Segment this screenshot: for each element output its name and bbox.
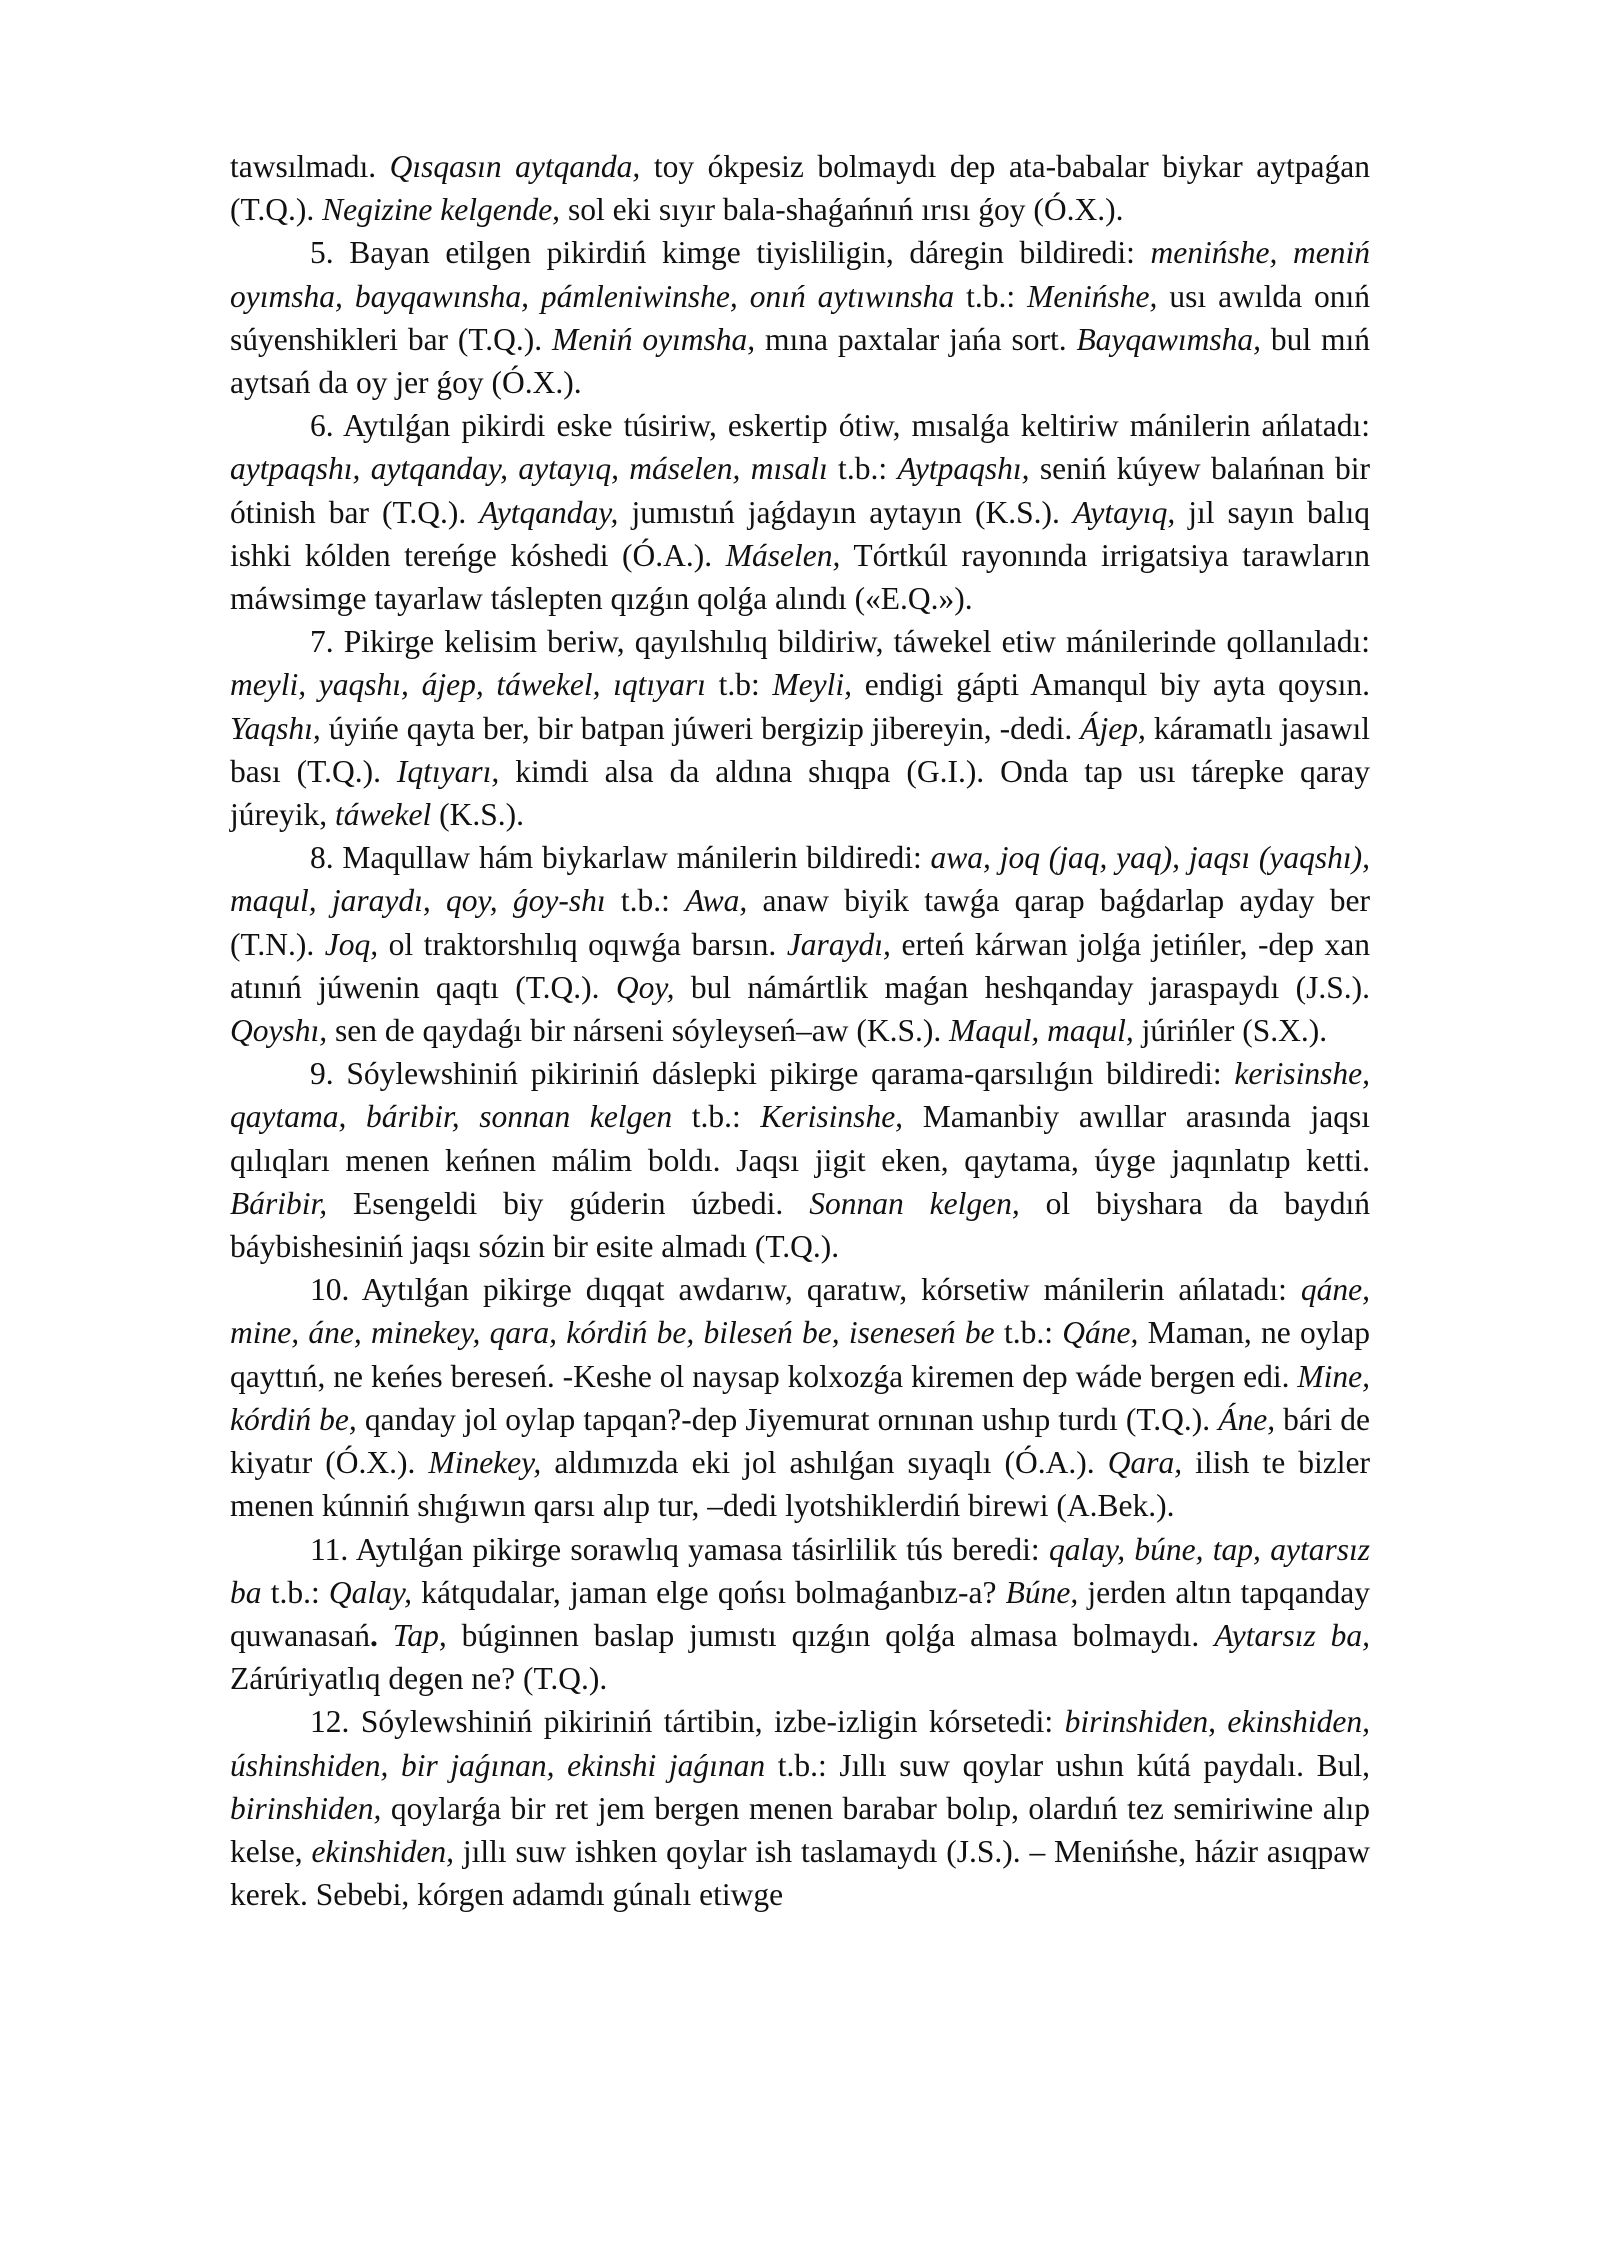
italic-term: meyli, yaqshı, ájep, táwekel, ıqtıyarı — [230, 667, 706, 703]
text-run: bul mıń aytsań da oy jer ǵoy (Ó.X.). — [230, 321, 1371, 401]
italic-term: Yaqshı, — [230, 710, 321, 746]
paragraph — [230, 404, 1370, 620]
text-run: t.b.: Jıllı suw qoylar ushın kútá paydalı. Bul, — [765, 1747, 1370, 1783]
italic-term: Qoy, — [615, 969, 675, 1005]
paragraph — [230, 145, 1370, 231]
text-run: seniń kúyew balańnan bir ótinish bar (T.Q.). — [230, 451, 1370, 530]
italic-term: Báribir, — [230, 1185, 328, 1221]
text-run: jıllı suw ishken qoylar ish taslamaydı (J.S.). – Menińshe, házir asıqpaw kerek. Sebebi, kórgen adamdı gúnalı etiwge — [230, 1833, 1370, 1913]
italic-term: Bayqawımsha, — [1076, 321, 1262, 357]
text-run: júrińler (S.X.). — [1133, 1013, 1328, 1049]
text-run: t.b.: — [827, 451, 898, 487]
italic-term: Meyli, — [772, 667, 853, 703]
italic-term: Meniń oyımsha, — [552, 321, 756, 357]
italic-term: Aytpaqshı, — [897, 451, 1030, 487]
text-run: endigi gápti Amanqul biy ayta qoysın. — [852, 667, 1370, 703]
text-run — [378, 1618, 393, 1653]
italic-term: Qoyshı, — [230, 1013, 328, 1049]
text-run: búginnen baslap jumıstı qızǵın qolǵa almasa bolmaydı. — [446, 1617, 1215, 1653]
text-run: qanday jol oylap tapqan?-dep Jiyemurat ornınan ushıp turdı (T.Q.). — [356, 1401, 1219, 1437]
italic-term: Iqtıyarı, — [396, 753, 500, 789]
italic-term: Kerisinshe, — [760, 1099, 904, 1135]
paragraph — [230, 1700, 1370, 1916]
text-run: ol biyshara da baydıń báybishesiniń jaqsı sózin bir esite almadı (T.Q.). — [230, 1185, 1371, 1265]
text-run: Tórtkúl rayonında irrigatsiya tarawların máwsimge tayarlaw táslepten qızǵın qolǵa alındı («E.Q.»). — [230, 537, 1370, 617]
paragraph — [230, 620, 1370, 836]
text-run: tawsılmadı. — [230, 149, 390, 184]
text-run: Zárúriyatlıq degen ne? (T.Q.). — [230, 1661, 608, 1697]
text-run: t.b.: — [994, 1315, 1063, 1351]
text-run: mına paxtalar jańa sort. — [755, 321, 1077, 357]
italic-term: qalay, búne, tap, aytarsız ba — [230, 1531, 1370, 1610]
italic-term: Maqul, maqul, — [949, 1013, 1134, 1049]
italic-term: Áne, — [1218, 1401, 1276, 1437]
italic-term: menińshe, meniń oyımsha, bayqawınsha, pámleniwinshe, onıń aytıwınsha — [230, 235, 1370, 314]
text-run: jumıstıń jaǵdayın aytayın (K.S.). — [618, 494, 1073, 530]
paragraph — [230, 836, 1370, 1052]
text-run: (K.S.). — [431, 797, 524, 833]
text-run: t.b.: — [672, 1099, 761, 1135]
italic-term: táwekel — [334, 797, 432, 833]
italic-term: Sonnan kelgen, — [809, 1185, 1020, 1221]
paragraph — [230, 1052, 1370, 1268]
text-run: Esengeldi biy gúderin úzbedi. — [327, 1185, 810, 1221]
text-run: toy ókpesiz bolmaydı dep ata-babalar biykar aytpaǵan (T.Q.). — [230, 149, 1370, 228]
italic-term: Negizine kelgende, — [322, 192, 561, 228]
italic-term: ekinshiden, — [311, 1833, 455, 1869]
italic-term: Búne, — [1005, 1574, 1079, 1610]
text-run: 12. Sóylewshiniń pikiriniń tártibin, izbe-izligin kórsetedi: — [310, 1704, 1065, 1740]
italic-term: awa, joq (jaq, yaq), jaqsı (yaqshı), maqul, jaraydı, qoy, ǵoy-shı — [230, 840, 1370, 919]
text-run: 11. Aytılǵan pikirge sorawlıq yamasa tásirlilik tús beredi: — [310, 1531, 1049, 1567]
italic-term: Aytayıq, — [1072, 494, 1176, 530]
text-run: sen de qaydaǵı bir nárseni sóyleyseń–aw (K.S.). — [327, 1013, 950, 1049]
text-run: t.b.: — [605, 883, 686, 919]
text-run: ilish te bizler menen kúnniń shıǵıwın qarsı alıp tur, –dedi lyotshiklerdiń birewi (A.Bek.). — [230, 1445, 1370, 1524]
document-page — [230, 145, 1370, 1916]
text-run: 5. Bayan etilgen pikirdiń kimge tiyisliligin, dáregin bildiredi: — [310, 235, 1151, 271]
italic-term: birinshiden, ekinshiden, úshinshiden, bir jaǵınan, ekinshi jaǵınan — [230, 1704, 1370, 1783]
text-run: aldımızda eki jol ashılǵan sıyaqlı (Ó.A.). — [541, 1445, 1108, 1481]
text-run: bári de kiyatır (Ó.X.). — [230, 1401, 1370, 1481]
italic-term: Tap, — [392, 1617, 447, 1653]
text-run: Maman, ne oylap qayttıń, ne keńes bereseń. -Keshe ol naysap kolxozǵa kiremen dep wáde bergen edi. — [230, 1315, 1370, 1394]
text-run: úyińe qayta ber, bir batpan júweri bergizip jibereyin, -dedi. — [320, 710, 1081, 746]
italic-term: Mine, kórdiń be, — [230, 1358, 1370, 1437]
italic-term: Joq, — [324, 926, 379, 962]
italic-term: Jaraydı, — [786, 926, 891, 962]
text-run: erteń kárwan jolǵa jetińler, -dep xan atınıń júwenin qaqtı (T.Q.). — [230, 926, 1370, 1005]
text-run: qoylarǵa bir ret jem bergen menen barabar bolıp, olardıń tez semiriwine alıp kelse, — [230, 1790, 1370, 1869]
italic-term: Máselen, — [725, 537, 841, 573]
text-run: t.b.: — [954, 278, 1028, 314]
text-run: bul námártlik maǵan heshqanday jaraspaydı (J.S.). — [674, 969, 1370, 1005]
text-run: t.b.: — [261, 1574, 329, 1610]
italic-term: Qáne, — [1062, 1315, 1139, 1351]
text-run: kimdi alsa da aldına shıqpa (G.I.). Onda tap usı tárepke qaray júreyik, — [230, 753, 1370, 833]
text-run: 8. Maqullaw hám biykarlaw mánilerin bildiredi: — [310, 840, 931, 876]
paragraph — [230, 1528, 1370, 1701]
text-run: 9. Sóylewshiniń pikiriniń dáslepki pikirge qarama-qarsılıǵın bildiredi: — [310, 1056, 1235, 1092]
text-run: Mamanbiy awıllar arasında jaqsı qılıqları menen keńnen málim boldı. Jaqsı jigit eken, qaytama, úyge jaqınlatıp ketti. — [230, 1099, 1370, 1178]
italic-term: Menińshe, — [1027, 278, 1158, 314]
italic-term: Qara, — [1107, 1445, 1183, 1481]
text-run: 7. Pikirge kelisim beriw, qayılshılıq bildiriw, táwekel etiw mánilerinde qollanıladı: — [310, 624, 1370, 660]
italic-term: birinshiden, — [230, 1790, 382, 1826]
italic-term: qáne, mine, áne, minekey, qara, kórdiń be, bileseń be, iseneseń be — [230, 1272, 1370, 1351]
italic-term: Aytqanday, — [479, 494, 619, 530]
text-run: . — [369, 1617, 378, 1653]
italic-term: Awa, — [685, 883, 748, 919]
text-run: sol eki sıyır bala-shaǵańnıń ırısı ǵoy (Ó.X.). — [560, 192, 1124, 228]
italic-term: aytpaqshı, aytqanday, aytayıq, máselen, mısalı — [230, 451, 828, 487]
text-run: káramatlı jasawıl bası (T.Q.). — [230, 710, 1370, 789]
text-run: 10. Aytılǵan pikirge dıqqat awdarıw, qaratıw, kórsetiw mánilerin ańlatadı: — [310, 1272, 1301, 1308]
italic-term: Aytarsız ba, — [1214, 1617, 1371, 1653]
italic-term: Qalay, — [328, 1574, 413, 1610]
text-run: jerden altın tapqanday quwanasań — [230, 1574, 1370, 1653]
text-run: kátqudalar, jaman elge qońsı bolmaǵanbız-a? — [412, 1574, 1006, 1610]
text-run: 6. Aytılǵan pikirdi eske túsiriw, eskertip ótiw, mısalǵa keltiriw mánilerin ańlatadı: — [310, 408, 1370, 444]
italic-term: Qısqasın aytqanda, — [389, 149, 641, 184]
text-run: ol traktorshılıq oqıwǵa barsın. — [378, 926, 787, 962]
text-run: anaw biyik tawǵa qarap baǵdarlap ayday ber (T.N.). — [230, 883, 1370, 962]
paragraph — [230, 231, 1370, 404]
text-run: jıl sayın balıq ishki kólden tereńge kóshedi (Ó.A.). — [230, 494, 1370, 573]
text-run: t.b: — [705, 667, 773, 703]
paragraph — [230, 1268, 1370, 1527]
text-run: usı awılda onıń súyenshikleri bar (T.Q.). — [230, 278, 1370, 357]
italic-term: Ájep, — [1080, 710, 1146, 746]
italic-term: Minekey, — [428, 1445, 542, 1481]
italic-term: kerisinshe, qaytama, báribir, sonnan kelgen — [230, 1056, 1370, 1135]
